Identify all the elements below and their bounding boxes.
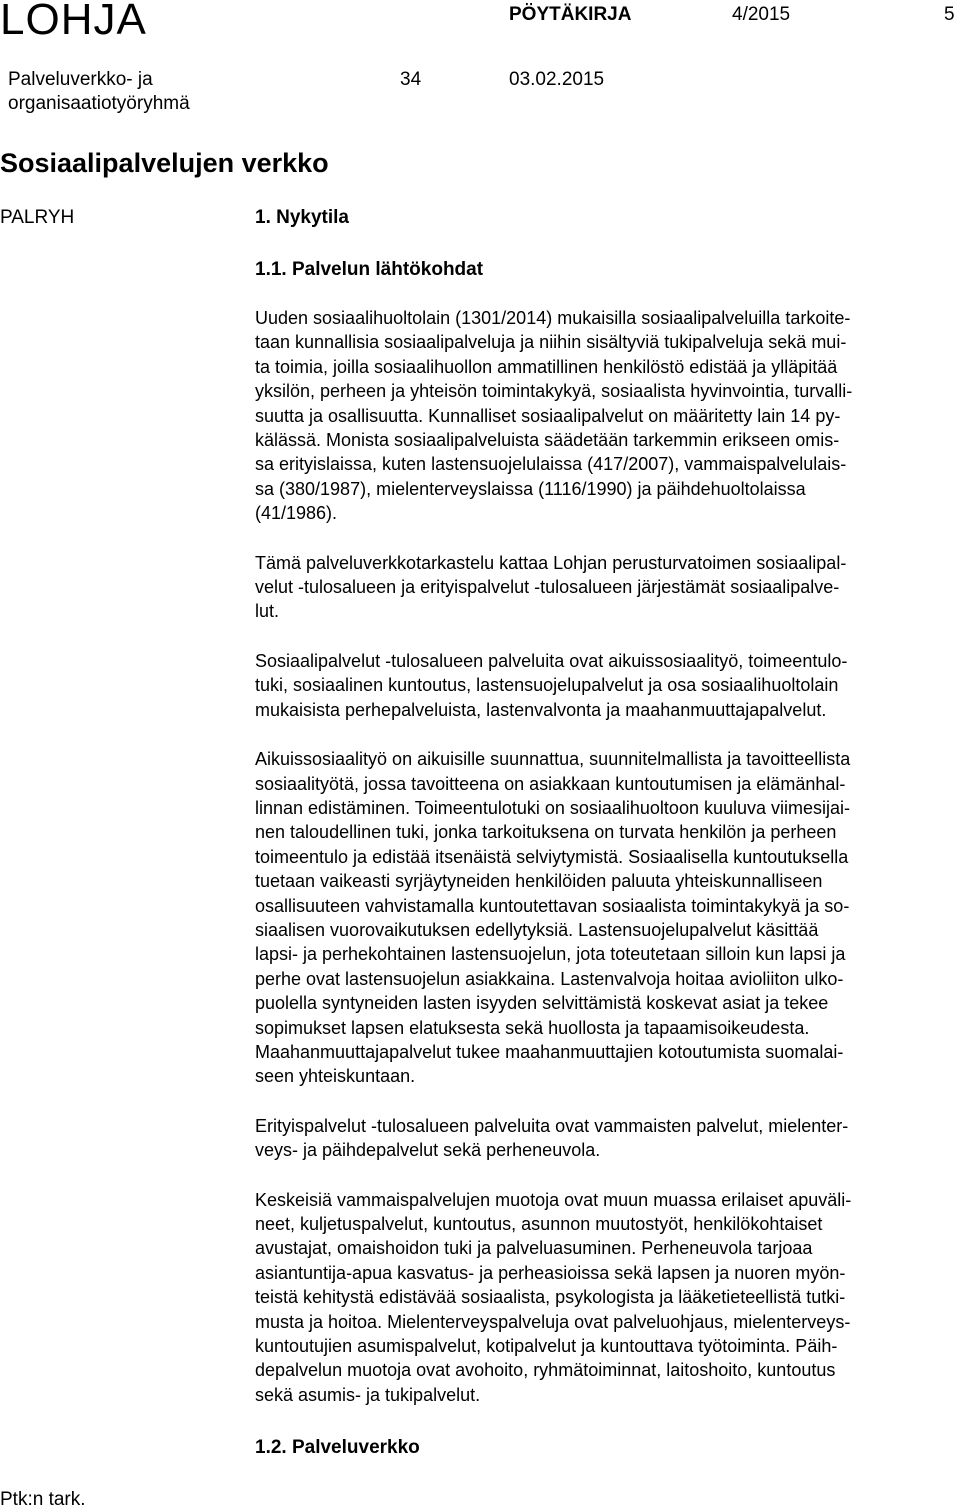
footer-signature-label: Ptk:n tark.	[0, 1489, 86, 1510]
meeting-date: 03.02.2015	[509, 69, 605, 90]
heading-nykytila: 1. Nykytila	[255, 207, 349, 228]
paragraph: Keskeisiä vammaispalvelujen muotoja ovat muun muassa erilaiset apuväli- neet, kuljetuspalvelut, kuntoutus, asunnon muutostyöt, henkilökohtaiset avustajat, omaishoidon tuki ja palveluasuminen. Perheneuvola tarjoaa asiantuntija-apua kasvatus- ja perheasioissa sekä lapsen ja nuoren myön- teistä kehitystä edistävää sosiaalista, psykologista ja lääketieteellistä tutki- musta ja hoitoa. Mielenterveyspalveluja ovat palveluohjaus, mielenterveys- kuntoutujien asumispalvelut, kotipalvelut ja kuntouttava työtoiminta. Päih- depalvelun muotoja ovat avohoito, ryhmätoiminnat, laitoshoito, kuntoutus sekä asumis- ja tukipalvelut.	[255, 1189, 852, 1405]
paragraph: Sosiaalipalvelut -tulosalueen palveluita ovat aikuissosiaalityö, toimeentulo- tuki, sosiaalinen kuntoutus, lastensuojelupalvelut ja osa sosiaalihuoltolain mukaisista perhepalveluista, lastenvalvonta ja maahanmuuttajapalvelut.	[255, 650, 848, 720]
paragraph: Tämä palveluverkkotarkastelu kattaa Lohjan perusturvatoimen sosiaalipal- velut -tulosalueen ja erityispalvelut -tulosalueen järjestämät sosiaalipalve- lut.	[255, 552, 847, 622]
body-label: PALRYH	[0, 207, 75, 228]
page-number: 5	[944, 4, 955, 25]
document-number: 4/2015	[732, 4, 791, 25]
heading-palveluverkko: 1.2. Palveluverkko	[255, 1437, 420, 1458]
committee-name-line2: organisaatiotyöryhmä	[8, 93, 190, 114]
logo: LOHJA	[0, 0, 147, 44]
paragraph: Erityispalvelut -tulosalueen palveluita ovat vammaisten palvelut, mielenter- veys- ja päihdepalvelut sekä perheneuvola.	[255, 1115, 849, 1161]
paragraph: Uuden sosiaalihuoltolain (1301/2014) mukaisilla sosiaalipalveluilla tarkoite- taan kunnallisia sosiaalipalveluja ja niihin sisältyviä tukipalveluja sekä mui- ta toimia, joilla sosiaalihuollon ammatillinen henkilöstö edistää ja ylläpitää yksilön, perheen ja yhteisön toimintakykyä, sosiaalista hyvinvointia, turvalli- suutta ja osallisuutta. Kunnalliset sosiaalipalvelut on määritetty lain 14 py- kälässä. Monista sosiaalipalveluista säädetään tarkemmin erikseen omis- sa erityislaissa, kuten lastensuojelulaissa (417/2007), vammaispalvelulais- sa (380/1987), mielenterveyslaissa (1116/1990) ja päihdehuoltolaissa (41/1986).	[255, 308, 853, 524]
body-text	[255, 306, 955, 1432]
section-number: 34	[400, 69, 422, 90]
paragraph: Aikuissosiaalityö on aikuisille suunnattua, suunnitelmallista ja tavoitteellista sosiaalityötä, jossa tavoitteena on asiakkaan kuntoutumisen ja elämänhal- linnan edistäminen. Toimeentulotuki on sosiaalihuoltoon kuuluva viimesijai- nen taloudellinen tuki, jonka tarkoituksena on turvata henkilön ja perheen toimeentulo ja edistää itsenäistä selviytymistä. Sosiaalisella kuntoutuksella tuetaan vaikeasti syrjäytyneiden henkilöiden paluuta yhteiskunnalliseen osallisuuteen vahvistamalla kuntoutettavan sosiaalista toimintakykyä ja so- siaalisen vuorovaikutuksen edellytyksiä. Lastensuojelupalvelut käsittää lapsi- ja perhekohtainen lastensuojelun, jota toteutetaan silloin kun lapsi ja perhe ovat lastensuojelun asiakkaina. Lastenvalvoja hoitaa avioliiton ulko- puolella syntyneiden lasten isyyden selvittämistä koskevat asiat ja tekee sopimukset lapsen elatuksesta sekä huollosta ja tapaamisoikeudesta. Maahanmuuttajapalvelut tukee maahanmuuttajien kotoutumista suomalai- seen yhteiskuntaan.	[255, 749, 851, 1087]
document-type: PÖYTÄKIRJA	[509, 4, 632, 25]
committee-name: Palveluverkko- ja	[8, 69, 153, 90]
heading-lahtokohdat: 1.1. Palvelun lähtökohdat	[255, 259, 484, 280]
section-title: Sosiaalipalvelujen verkko	[0, 148, 329, 178]
